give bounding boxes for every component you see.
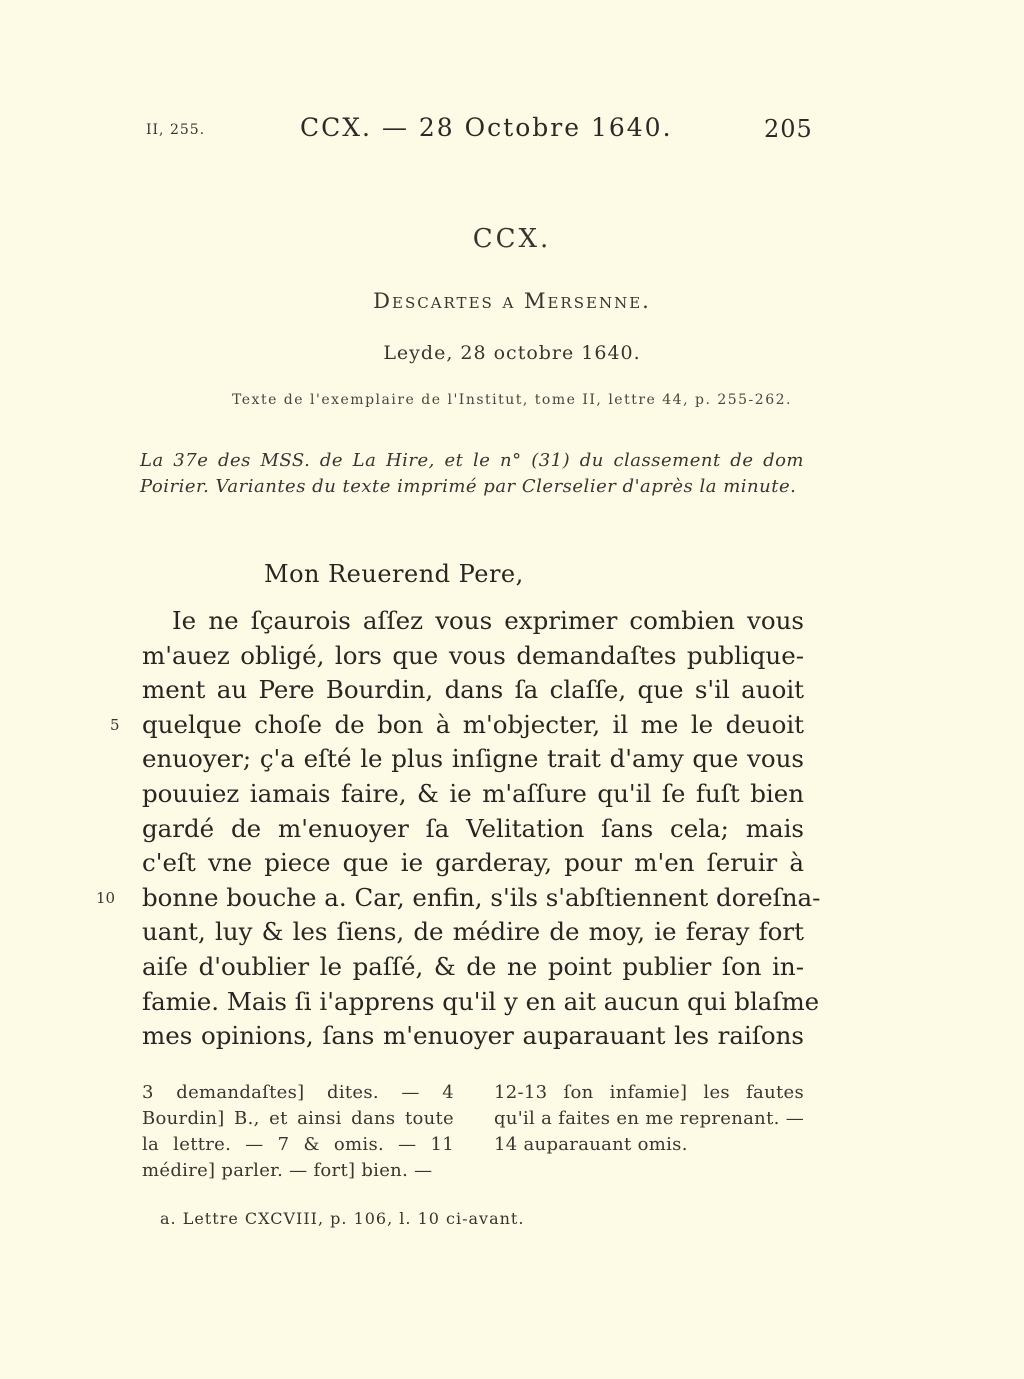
- body-line: mes opinions, ſans m'enuoyer auparauant les raiſons: [142, 1021, 804, 1051]
- place-date: Leyde, 28 octobre 1640.: [383, 342, 641, 364]
- body-line: aiſe d'oublier le paſſé, & de ne point publier ſon in-: [142, 951, 804, 981]
- variants-right-column: 12-13 ſon infamie] les fautes qu'il a faites en me reprenant. — 14 auparauant omis.: [494, 1082, 804, 1155]
- body-line: famie. Mais ſi i'apprens qu'il y en ait aucun qui blaſme: [142, 986, 820, 1016]
- salutation: Mon Reuerend Pere,: [264, 560, 524, 588]
- body-line: m'auez obligé, lors que vous demandaſtes publique-: [142, 640, 804, 670]
- body-line: gardé de m'enuoyer ſa Velitation ſans cela; mais: [142, 813, 804, 843]
- body-line: quelque choſe de bon à m'objecter, il me le deuoit: [142, 709, 804, 739]
- line-number-5: 5: [110, 716, 120, 734]
- page-number: 205: [764, 115, 813, 143]
- letter-body: [142, 604, 821, 1054]
- body-line: enuoyer; ç'a eſté le plus inſigne trait d'amy que vous: [142, 744, 804, 774]
- line-number-10: 10: [96, 889, 116, 907]
- running-title: CCX. — 28 Octobre 1640.: [300, 113, 673, 142]
- body-line: uant, luy & les ſiens, de médire de moy, ie feray fort: [142, 917, 804, 947]
- letter-heading: Descartes a Mersenne.: [373, 289, 651, 313]
- manuscript-note: La 37e des MSS. de La Hire, et le n° (31) du classement de dom Poirier. Variantes du texte imprimé par Clerselier d'après la minute.: [140, 450, 804, 497]
- body-line: c'eſt vne piece que ie garderay, pour m'en ſeruir à: [142, 848, 804, 878]
- letter-number: CCX.: [472, 224, 552, 254]
- body-line: pouuiez iamais faire, & ie m'aſſure qu'il ſe fuſt bien: [142, 778, 804, 808]
- body-line: ment au Pere Bourdin, dans ſa claſſe, que s'il auoit: [142, 675, 804, 705]
- body-line: Ie ne ſçaurois aſſez vous exprimer combien vous: [172, 606, 804, 635]
- page-reference: II, 255.: [146, 122, 206, 138]
- body-line: bonne bouche a. Car, enfin, s'ils s'abſtiennent doreſna-: [142, 882, 821, 912]
- source-note: Texte de l'exemplaire de l'Institut, tome II, lettre 44, p. 255-262.: [232, 392, 792, 408]
- footnote: a. Lettre CXCVIII, p. 106, l. 10 ci-avant.: [160, 1209, 525, 1228]
- variants-left-column: 3 demandaſtes] dites. — 4 Bourdin] B., et ainsi dans toute la lettre. — 7 & omis. — 11 médire] parler. — fort] bien. —: [142, 1082, 454, 1181]
